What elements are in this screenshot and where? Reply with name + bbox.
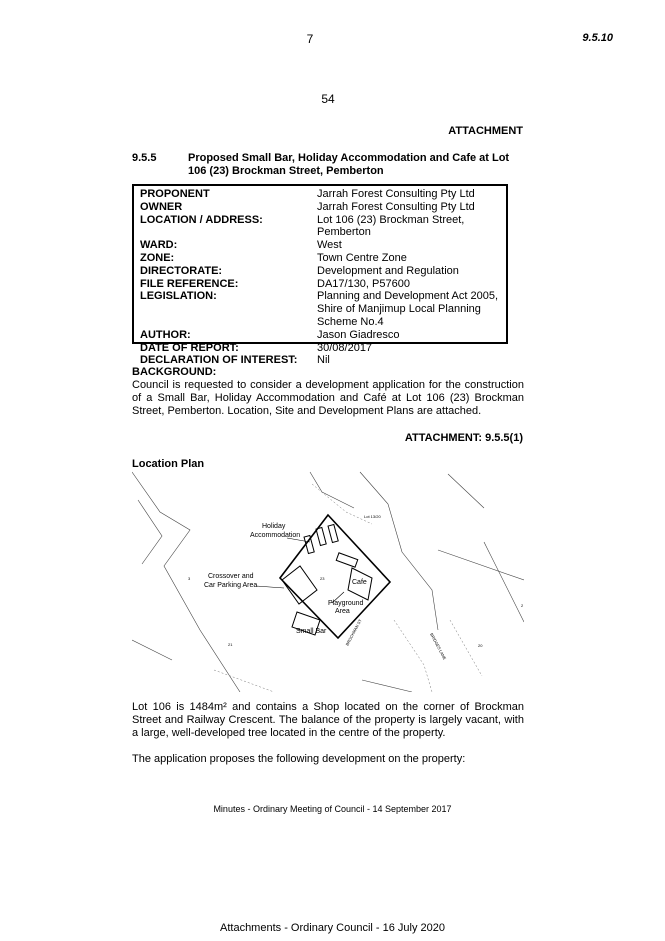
attachment-reference: ATTACHMENT: 9.5.5(1)	[404, 432, 523, 444]
label-playground: Playground	[328, 600, 364, 607]
info-row	[140, 201, 500, 214]
label-car-parking: Car Parking Area	[204, 582, 258, 589]
info-value: Jarrah Forest Consulting Pty Ltd	[317, 188, 475, 200]
info-label: WARD:	[140, 239, 178, 252]
info-value: Town Centre Zone	[317, 251, 407, 264]
info-row	[140, 329, 500, 342]
label-left-lot: 3	[188, 576, 191, 581]
attachment-heading: ATTACHMENT	[448, 125, 523, 137]
cadastral-lines	[132, 472, 524, 692]
label-bridges-lane: BRIDGES LANE	[429, 632, 448, 661]
body-paragraph-1: Lot 106 is 1484m² and contains a Shop located on the corner of Brockman Street and Railway Crescent. The balance of the property is largely vacant, with a large, well-developed tree located in the centre of the property.	[132, 701, 524, 739]
attachments-footer: Attachments - Ordinary Council - 16 July 2020	[220, 922, 445, 934]
label-cafe: Cafe	[352, 579, 367, 586]
info-value: DA17/130, P57600	[317, 277, 410, 290]
info-row	[140, 342, 500, 355]
label-right-lot: 2	[521, 603, 524, 608]
info-label: LOCATION / ADDRESS:	[140, 213, 263, 226]
info-row	[140, 188, 500, 201]
label-crossover: Crossover and	[208, 573, 254, 580]
label-small-bar: Small Bar	[296, 628, 327, 635]
label-brockman-st: BROCKMAN ST	[344, 618, 363, 647]
location-plan-heading: Location Plan	[132, 458, 205, 470]
info-value: West	[317, 239, 342, 252]
info-row	[140, 214, 500, 240]
info-row	[140, 239, 500, 252]
info-value: Jason Giadresco	[317, 328, 400, 341]
location-plan-map	[132, 470, 524, 692]
section-title: Proposed Small Bar, Holiday Accommodation and Cafe at Lot 106 (23) Brockman Street, Pemberton	[188, 152, 510, 177]
info-label: DIRECTORATE:	[140, 264, 223, 277]
info-value: Jarrah Forest Consulting Pty Ltd	[317, 200, 475, 213]
minutes-footer: Minutes - Ordinary Meeting of Council - 14 September 2017	[213, 804, 452, 814]
section-number: 9.5.5	[132, 152, 157, 164]
info-label: LEGISLATION:	[140, 290, 217, 303]
info-value: Development and Regulation	[317, 264, 459, 277]
info-label: AUTHOR:	[140, 328, 191, 341]
info-row	[140, 278, 500, 291]
info-label: DECLARATION OF INTEREST:	[140, 354, 298, 367]
leader-lines	[256, 538, 344, 603]
info-label: FILE REFERENCE:	[140, 277, 239, 290]
page-number: 7	[306, 32, 314, 46]
info-label: PROPONENT	[140, 188, 210, 200]
label-lot-number: 23	[320, 576, 325, 581]
background-heading: BACKGROUND:	[132, 366, 217, 378]
item-reference: 9.5.10	[582, 32, 613, 44]
info-value: Lot 106 (23) Brockman Street, Pemberton	[317, 213, 465, 239]
label-accommodation: Accommodation	[250, 532, 301, 539]
label-bottom-right-lot: 20	[478, 643, 483, 648]
info-value: Planning and Development Act 2005, Shire of Manjimup Local Planning Scheme No.4	[317, 290, 499, 328]
info-row	[140, 290, 500, 328]
info-label: OWNER	[140, 200, 183, 213]
background-text: Council is requested to consider a development application for the construction of a Small Bar, Holiday Accommodation and Café at Lot 106 (23) Brockman Street, Pemberton. Location, Site and Development Plans are attached.	[132, 379, 524, 417]
info-value: Nil	[317, 354, 330, 367]
inner-page-number: 54	[321, 92, 335, 106]
label-lot-reference: Lot 13/20	[364, 514, 381, 519]
body-paragraph-2: The application proposes the following development on the property:	[132, 753, 466, 765]
info-label: DATE OF REPORT:	[140, 341, 239, 354]
info-row	[140, 252, 500, 265]
info-value: 30/08/2017	[317, 341, 373, 354]
label-bottom-left-lot: 21	[228, 642, 233, 647]
info-label: ZONE:	[140, 251, 175, 264]
info-table	[132, 184, 508, 367]
label-area: Area	[335, 608, 350, 615]
info-row	[140, 265, 500, 278]
label-holiday: Holiday	[262, 523, 286, 530]
